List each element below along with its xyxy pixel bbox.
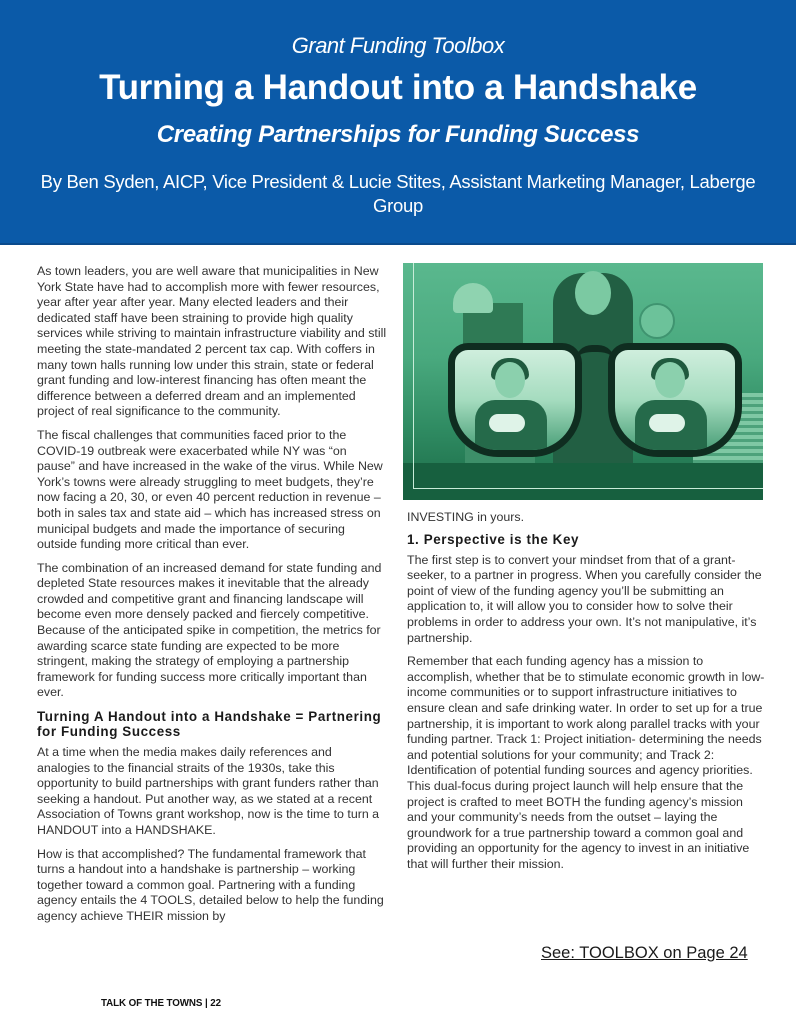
header-banner — [0, 0, 796, 245]
section-kicker: Grant Funding Toolbox — [291, 33, 505, 58]
paragraph: Remember that each funding agency has a mission to accomplish, whether that be to stimulate economic growth in low-income communities or to support infrastructure initiatives to ensure clean and safe drinking water. In order to set up for a true partnership, it is important to work along parallel tracks with your funding partner. Track 1: Project initiation- determining the needs and potential solutions for your community; and Track 2: Identification of potential funding sources and agency priorities. This dual-focus during project launch will help ensure that the project is crafted to meet BOTH the funding agency’s mission and your community’s needs from the outset – laying the groundwork for a true partnership toward a common goal and providing an opportunity for the agency to invest in an initiative that will further their mission. — [407, 654, 765, 871]
see-toolbox-link[interactable]: See: TOOLBOX on Page 24 — [541, 944, 748, 962]
article-photo — [403, 263, 763, 500]
page-footer: TALK OF THE TOWNS | 22 — [101, 998, 221, 1009]
section-heading: Turning A Handout into a Handshake = Partnering for Funding Success — [37, 709, 382, 740]
right-column — [407, 510, 765, 880]
byline: By Ben Syden, AICP, Vice President & Lucie Stites, Assistant Marketing Manager, Laberge Group — [40, 171, 756, 216]
article-title: Turning a Handout into a Handshake — [99, 68, 697, 107]
paragraph: The fiscal challenges that communities faced prior to the COVID-19 outbreak were exacerbated while NY was “on pause” and have increased in the wake of the virus. While New York’s towns were already struggling to meet budgets, they’re now facing a 20, 30, or even 40 percent reduction in revenue – both in sales tax and state aid – which has increased stress on municipal budgets and made the importance of securing outside funding more critical than ever. — [37, 427, 383, 552]
article-subtitle: Creating Partnerships for Funding Success — [156, 121, 640, 148]
glasses-lens-left — [448, 343, 582, 457]
lens-figure-hands — [489, 414, 525, 432]
section-heading: 1. Perspective is the Key — [407, 531, 580, 547]
lens-figure-face — [495, 362, 525, 398]
paragraph: The combination of an increased demand for state funding and depleted State resources makes it inevitable that the already crowded and competitive grant and financing landscape will become even more densely packed and fiercely competitive. Because of the anticipated spike in competition, the metrics for awarding scarce state funding are expected to be more stringent, making the strategy of employing a partnership framework for funding success more critically important than ever. — [37, 560, 382, 700]
paragraph: The first step is to convert your mindset from that of a grant-seeker, to a partner in progress. When you carefully consider the point of view of the funding agency you’ll be submitting an application to, it will allow you to consider how to solve their problems in order to address your own. It’s not manipulative, it’s partnership. — [407, 552, 762, 645]
photo-frame-line — [413, 488, 763, 489]
photo-frame-line — [413, 263, 414, 488]
photo-desk — [403, 463, 763, 500]
photo-clock — [639, 303, 675, 339]
paragraph: As town leaders, you are well aware that municipalities in New York State have had to accomplish more with fewer resources, year after year after year. Many elected leaders and their dedicated staff have been straining to provide high quality services while striving to maintain infrastructure viability and still meeting the state-mandated 2 percent tax cap. With coffers in many town halls running low under this strain, state or federal grant funding and low-interest financing has often meant the difference between a deferred dream and an implemented project of real significance to the community. — [37, 264, 387, 419]
photo-person-head — [575, 271, 611, 315]
continuation-text: INVESTING in yours. — [407, 510, 525, 524]
photo-lamp — [453, 283, 493, 313]
left-column — [37, 264, 387, 933]
lens-figure-hands — [649, 414, 685, 432]
glasses-lens-right — [608, 343, 742, 457]
paragraph: How is that accomplished? The fundamental framework that turns a handout into a handshake is partnership – working together toward a common goal. Partnering with a funding agency entails the 4 TOOLS, detailed below to help the funding agency achieve THEIR mission by — [37, 846, 384, 923]
lens-figure-face — [655, 362, 685, 398]
paragraph: At a time when the media makes daily references and analogies to the financial straits of the 1930s, take this opportunity to build partnerships with grant funders rather than seeking a handout. Put another way, as we stated at a recent Association of Towns grant workshop, now is the time to turn a HANDOUT into a HANDSHAKE. — [37, 745, 380, 837]
